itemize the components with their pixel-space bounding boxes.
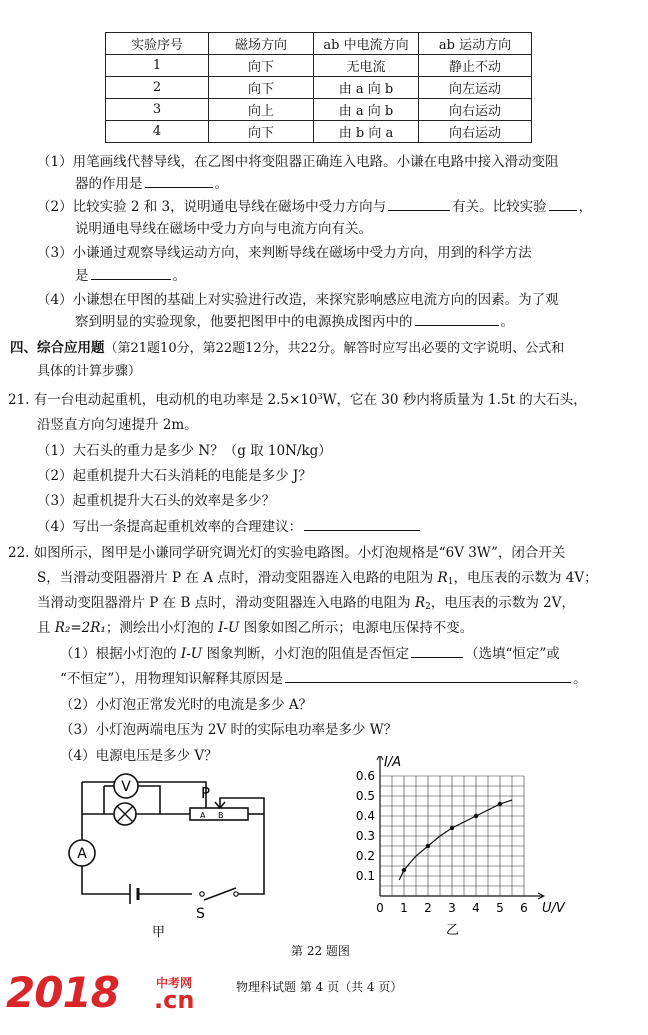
q20-part3-line2 [75,264,186,284]
q21-sub4-text: （4）写出一条提高起重机效率的合理建议： [37,519,303,535]
q21-sub4 [37,515,422,535]
chart-tick-labels [356,769,528,915]
q22-sub1-text3: （选填“恒定”或 [464,646,560,662]
table-row [106,99,532,121]
q22-sub2: （2）小灯泡正常发光时的电流是多少 A？ [60,697,313,713]
q21-line1 [8,388,587,408]
data-point [474,814,478,818]
iu-symbol: I-U [180,646,203,662]
x-tick-label: 3 [448,901,456,915]
section-note: （第21题10分，第22题12分，共22分。解答时应写出必要的文字说明、公式和 [104,341,565,356]
y-tick-label: 0.2 [355,849,375,863]
y-axis-label: I/A [384,756,402,770]
q21-sub1: （1）大石头的重力是多少 N？（g 取 10N/kg） [37,443,332,459]
subscript: 2 [425,602,431,612]
q20-part1-text: 器的作用是 [75,176,143,192]
table-cell: 向右运动 [419,121,532,143]
x-tick-label: 4 [472,901,480,915]
y-tick-label: 0.6 [355,769,375,783]
x-tick-label: 6 [520,901,528,915]
answer-blank[interactable] [91,278,171,280]
table-cell: 由 a 向 b [314,99,419,121]
punct: 。 [172,268,186,284]
section-title: 四、综合应用题 [10,340,105,356]
q22-text2: ，电压表的示数为 2V， [430,595,576,611]
y-tick-label: 0.4 [355,809,375,823]
q20-part1-line1: （1）用笔画线代替导线，在乙图中将变阻器正确连入电路。小谦在电路中接入滑动变阻 [37,154,559,170]
q22-text2: ，电压表的示数为 4V； [453,570,598,586]
q22-sub1-text2: 图象判断，小灯泡的阻值是否恒定 [202,646,409,662]
table-cell: 2 [106,77,209,99]
punct: 。 [214,176,228,192]
table-header-row [106,33,532,55]
table-cell: 无电流 [314,55,419,77]
q22-sub3: （3）小灯泡两端电压为 2V 时的实际电功率是多少 W？ [60,722,398,738]
resistor-symbol: R [414,595,426,611]
figure-b-caption: 乙 [446,923,460,938]
circuit-diagram [60,768,280,940]
table-row [106,55,532,77]
voltmeter-label: V [121,779,131,795]
q22-text: S，当滑动变阻器滑片 P 在 A 点时，滑动变阻器连入电路的电阻为 [37,570,438,586]
table-cell: 向下 [209,77,314,99]
section-heading [10,336,564,356]
page-number: 物理科试题 第 4 页（共 4 页） [236,980,403,994]
x-axis-label: U/V [542,901,565,916]
q22-line4 [37,616,473,636]
switch-label: S [196,906,205,922]
subscript: 1 [447,577,454,587]
figure-a-caption: 甲 [152,925,166,940]
q21-sub2: （2）起重机提升大石头消耗的电能是多少 J？ [37,468,312,484]
exponent: 3 [317,392,323,401]
data-point [450,826,454,830]
table-cell: 3 [106,99,209,121]
logo-sub1: 中考网 [156,976,193,990]
chart-grid [380,776,524,896]
q20-part4-text: 察到明显的实验现象，他要把图甲中的电源换成图丙中的 [75,314,413,330]
resistor-symbol: R [437,570,448,586]
table-cell: 向下 [209,121,314,143]
table-cell: 向上 [209,99,314,121]
table-header: ab 运动方向 [419,33,532,55]
answer-blank[interactable] [415,324,499,326]
table-cell: 由 b 向 a [314,121,419,143]
equation: R₂=2R₁ [54,620,106,636]
figure-caption: 第 22 题图 [291,944,350,958]
table-row [106,121,532,143]
x-tick-label: 2 [424,901,432,915]
site-logo [6,968,119,1018]
q21-text2: W，它在 30 秒内将质量为 1.5t 的大石头， [322,392,587,408]
table-cell: 1 [106,55,209,77]
data-point [426,844,430,848]
answer-blank[interactable] [411,656,463,658]
q20-part4-line1: （4）小谦想在甲图的基础上对实验进行改造，来探究影响感应电流方向的因素。为了观 [37,292,559,308]
switch-icon [234,892,238,896]
table-header: 磁场方向 [209,33,314,55]
point-b-label: B [218,811,224,820]
table-row [106,77,532,99]
q20-part1-line2 [75,172,228,192]
q21-sub3: （3）起重机提升大石头的效率是多少？ [37,493,276,509]
punct: 。 [573,671,587,687]
q22-line2 [37,566,598,587]
table-cell: 静止不动 [419,55,532,77]
table-cell: 向下 [209,55,314,77]
table-cell: 由 a 向 b [314,77,419,99]
point-a-label: A [200,811,206,820]
table-cell: 4 [106,121,209,143]
section-note-line2: 具体的计算步骤） [37,364,142,379]
answer-blank[interactable] [549,209,577,211]
q22-sub1-text4: “不恒定”），用物理知识解释其原因是 [60,671,284,687]
q22-text2: ；测绘出小灯泡的 [105,620,219,636]
q22-text: 且 [37,620,55,636]
x-tick-label: 0 [376,901,384,915]
table-cell: 向左运动 [419,77,532,99]
q22-text: 当滑动变阻器滑片 P 在 B 点时，滑动变阻器连入电路的电阻为 [37,595,415,611]
q21-text: 21. 有一台电动起重机，电动机的电功率是 2.5×10 [8,392,318,408]
y-tick-label: 0.1 [355,869,375,883]
q22-sub4: （4）电源电压是多少 V？ [60,748,218,764]
table-header: ab 中电流方向 [314,33,419,55]
answer-blank[interactable] [285,681,571,683]
experiment-table [105,32,532,143]
iu-symbol: I-U [218,620,240,636]
logo-main: 2018 [6,968,119,1017]
table-cell: 向右运动 [419,99,532,121]
chart-axes [377,756,544,899]
q20-part2-text2: 有关。比较实验 [452,199,547,215]
q20-part2-line2: 说明通电导线在磁场中受力方向与电流方向有关。 [75,221,372,237]
iu-chart [340,756,570,946]
slider-label: P [201,784,211,802]
answer-blank[interactable] [304,529,420,531]
answer-blank[interactable] [145,186,213,188]
q20-part2-line1 [37,195,592,215]
logo-sub2: .cn [154,986,195,1014]
q22-line1: 22. 如图所示，图甲是小谦同学研究调光灯的实验电路图。小灯泡规格是“6V 3W”，闭合开关 [8,545,566,561]
x-tick-label: 5 [496,901,504,915]
punct: 。 [500,314,514,330]
q22-line3 [37,591,575,612]
table-header: 实验序号 [106,33,209,55]
y-tick-label: 0.3 [355,829,375,843]
q20-part3-text: 是 [75,268,89,284]
q22-text3: 图象如图乙所示；电源电压保持不变。 [239,620,474,636]
q22-sub1-line2 [60,667,587,687]
q20-part3-line1: （3）小谦通过观察导线运动方向，来判断导线在磁场中受力方向，用到的科学方法 [37,245,532,261]
ammeter-label: A [77,846,87,862]
y-tick-label: 0.5 [355,789,375,803]
q22-sub1-text: （1）根据小灯泡的 [60,646,181,662]
q22-sub1-line1 [60,642,560,662]
punct: ， [578,199,593,215]
q20-part4-line2 [75,310,514,330]
answer-blank[interactable] [388,209,450,211]
q21-line2: 沿竖直方向匀速提升 2m。 [37,417,198,433]
data-point [498,802,502,806]
x-tick-label: 1 [400,901,408,915]
q20-part2-text: （2）比较实验 2 和 3，说明通电导线在磁场中受力方向与 [37,199,387,215]
data-point [402,868,406,872]
